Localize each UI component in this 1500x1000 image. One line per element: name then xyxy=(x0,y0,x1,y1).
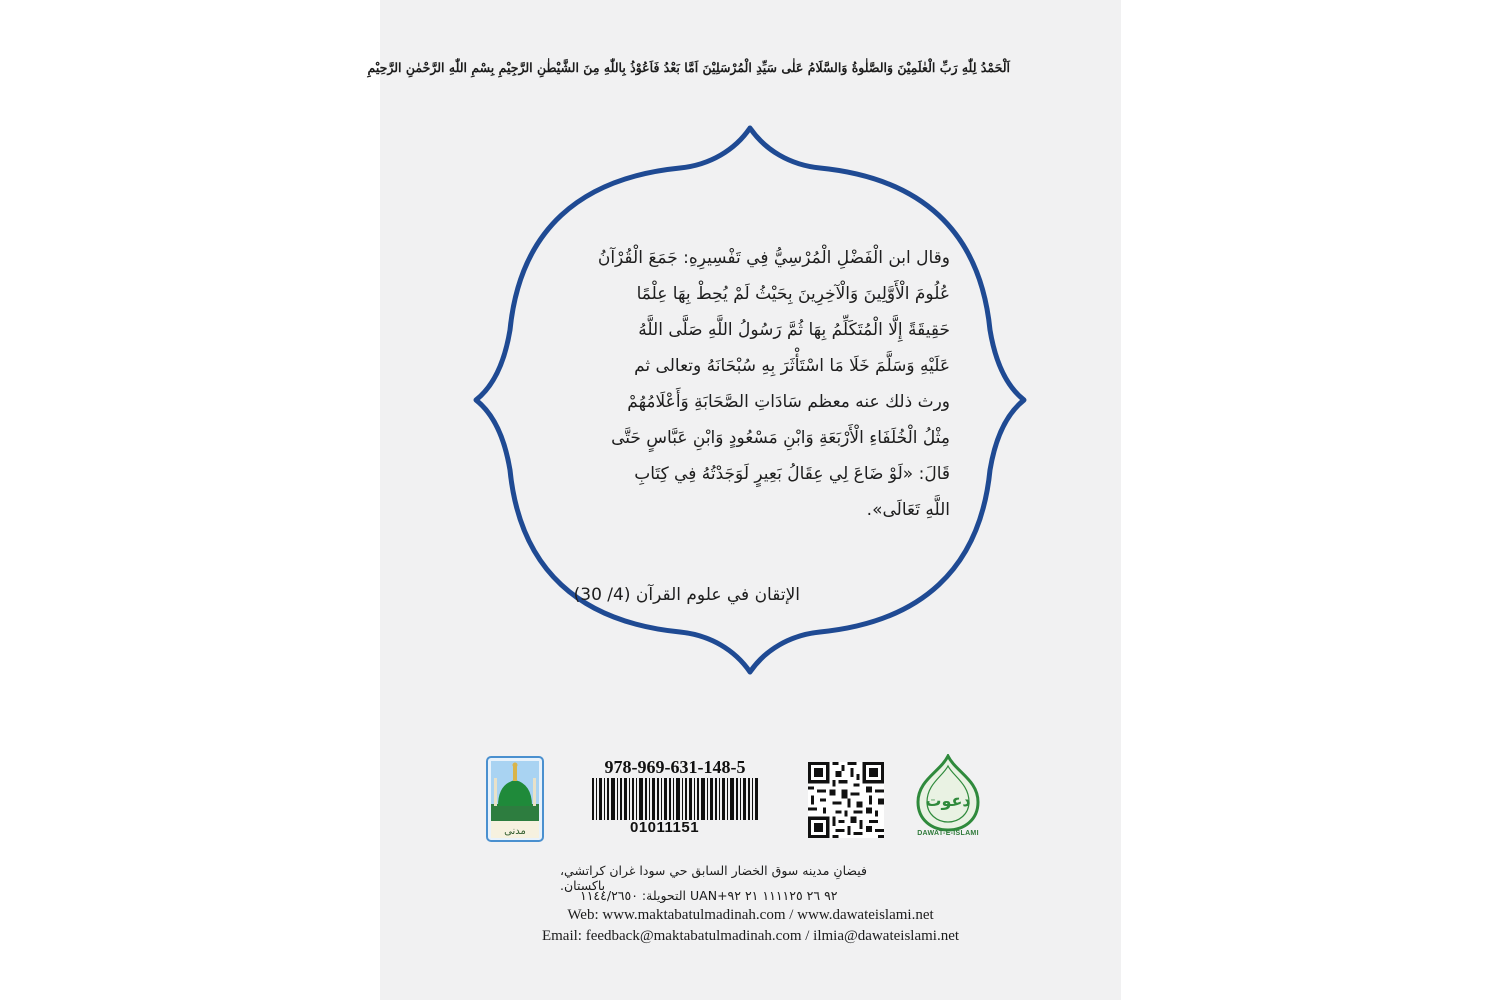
quote-line: مِثْلُ الْخُلَفَاءِ الْأَرْبَعَةِ وَابْنِ مَسْعُودٍ وَابْنِ عَبَّاسٍ حَتَّى xyxy=(611,428,950,448)
madina-dome-logo xyxy=(486,756,544,842)
invocation-header: اَلْحَمْدُ لِلّٰهِ رَبِّ الْعٰلَمِيْنَ وَالصَّلٰوةُ وَالسَّلَامُ عَلٰى سَيِّدِ الْمُرْسَلِيْنَ اَمَّا بَعْدُ فَاَعُوْذُ بِاللّٰهِ مِنَ الشَّيْطٰنِ الرَّجِيْمِ بِسْمِ اللّٰهِ الرَّحْمٰنِ الرَّحِيْمِ xyxy=(367,60,1010,75)
quote-citation: الإتقان في علوم القرآن (4/ 30) xyxy=(573,585,800,605)
quote-line: عُلُومَ الْأَوَّلِينَ وَالْآخِرِينَ بِحَيْثُ لَمْ يُحِطْ بِهَا عِلْمًا xyxy=(636,284,950,304)
quote-line: عَلَيْهِ وَسَلَّمَ خَلَا مَا اسْتَأْثَرَ بِهِ سُبْحَانَهُ وتعالى ثم xyxy=(634,356,950,376)
dawat-logo-caption: DAWAT-E-ISLAMI xyxy=(917,830,979,837)
quote-line: حَقِيقَةً إِلَّا الْمُتَكَلِّمُ بِهَا ثُمَّ رَسُولُ اللَّهِ صَلَّى اللَّهُ xyxy=(638,320,950,340)
quote-text xyxy=(550,240,950,528)
quote-line: ورث ذلك عنه معظم سَادَاتِ الصَّحَابَةِ وَأَعْلَامُهُمْ xyxy=(627,392,950,412)
svg-text:مدنی: مدنی xyxy=(504,826,526,837)
footer-web[interactable]: Web: www.maktabatulmadinah.com / www.dawateislami.net xyxy=(567,907,934,923)
barcode-code: 01011151 xyxy=(630,819,700,836)
qr-code xyxy=(808,762,884,838)
footer-email[interactable]: Email: feedback@maktabatulmadinah.com / ilmia@dawateislami.net xyxy=(541,928,960,944)
footer-phone: ٩٢ ٢٦ ١١١١٢٥ ٢١ ٩٢+UAN التحويلة: ١١٤٤/٢٦٥٠ xyxy=(580,888,838,903)
svg-text:دعوت: دعوت xyxy=(925,791,971,810)
isbn-number: 978-969-631-148-5 xyxy=(604,757,746,777)
quote-line: وقال ابن الْفَضْلِ الْمُرْسِيُّ فِي تَفْسِيرِهِ: جَمَعَ الْقُرْآنُ xyxy=(597,248,950,268)
book-back-cover xyxy=(367,0,1121,1000)
barcode xyxy=(592,778,758,820)
footer-address: فيضانِ مدينه سوق الخضار السابق حي سودا غران كراتشي، باكستان. xyxy=(560,863,867,893)
quote-line: اللَّهِ تَعَالَى». xyxy=(866,500,950,520)
quote-line: قَالَ: «لَوْ ضَاعَ لِي عِقَالُ بَعِيرٍ لَوَجَدْتُهُ فِي كِتَابِ xyxy=(634,464,950,484)
